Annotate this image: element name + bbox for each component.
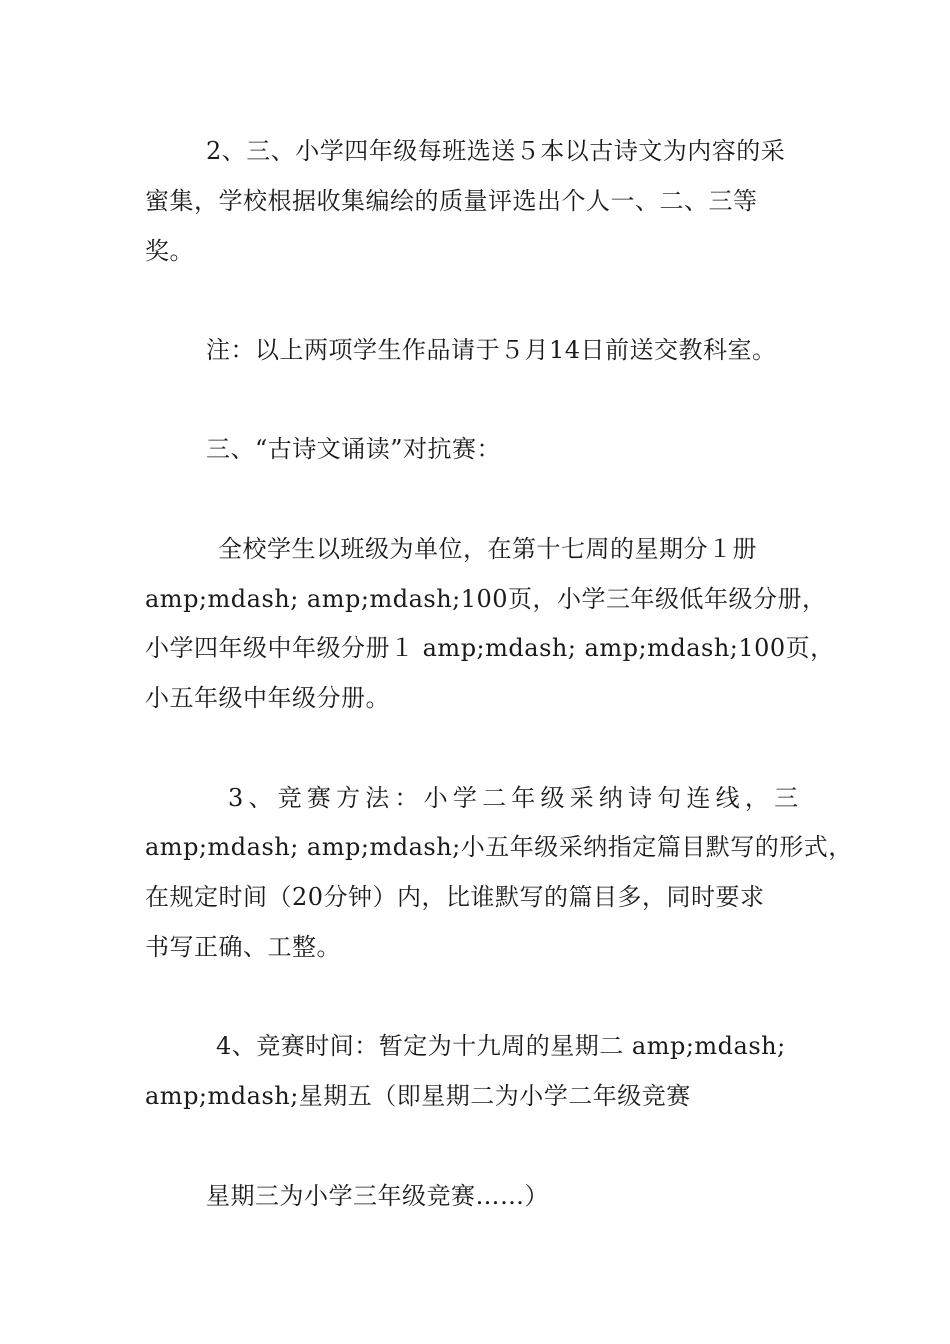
paragraph-3-line-3: 在规定时间（20分钟）内，比谁默写的篇目多，同时要求 bbox=[145, 883, 765, 911]
paragraph-2-line-3: 小学四年级中年级分册１ amp;mdash; amp;mdash;100页， bbox=[145, 634, 835, 662]
paragraph-4-line-2: amp;mdash;星期五（即星期二为小学二年级竞赛 bbox=[145, 1082, 691, 1110]
paragraph-2-line-4: 小五年级中年级分册。 bbox=[145, 684, 390, 712]
paragraph-3-line-1: 3、竞赛方法：小学二年级采纳诗句连线，三 bbox=[228, 784, 804, 812]
paragraph-2-line-1: 全校学生以班级为单位，在第十七周的星期分１册 bbox=[218, 535, 757, 563]
paragraph-2-line-2: amp;mdash; amp;mdash;100页，小学三年级低年级分册， bbox=[145, 585, 827, 613]
paragraph-3-line-2: amp;mdash; amp;mdash;小五年级采纳指定篇目默写的形式， bbox=[145, 833, 853, 861]
paragraph-3-line-4: 书写正确、工整。 bbox=[145, 933, 341, 961]
note-line: 注：以上两项学生作品请于５月14日前送交教科室。 bbox=[206, 336, 777, 364]
paragraph-5-line-1: 星期三为小学三年级竞赛……） bbox=[206, 1182, 549, 1210]
paragraph-1-line-1: 2、三、小学四年级每班选送５本以古诗文为内容的采 bbox=[206, 137, 786, 165]
paragraph-1-line-2: 蜜集，学校根据收集编绘的质量评选出个人一、二、三等 bbox=[145, 187, 758, 215]
paragraph-1-line-3: 奖。 bbox=[145, 237, 194, 265]
paragraph-4-line-1: 4、竞赛时间：暂定为十九周的星期二 amp;mdash; bbox=[216, 1032, 786, 1060]
section-heading-3: 三、“古诗文诵读”对抗赛： bbox=[206, 435, 502, 463]
